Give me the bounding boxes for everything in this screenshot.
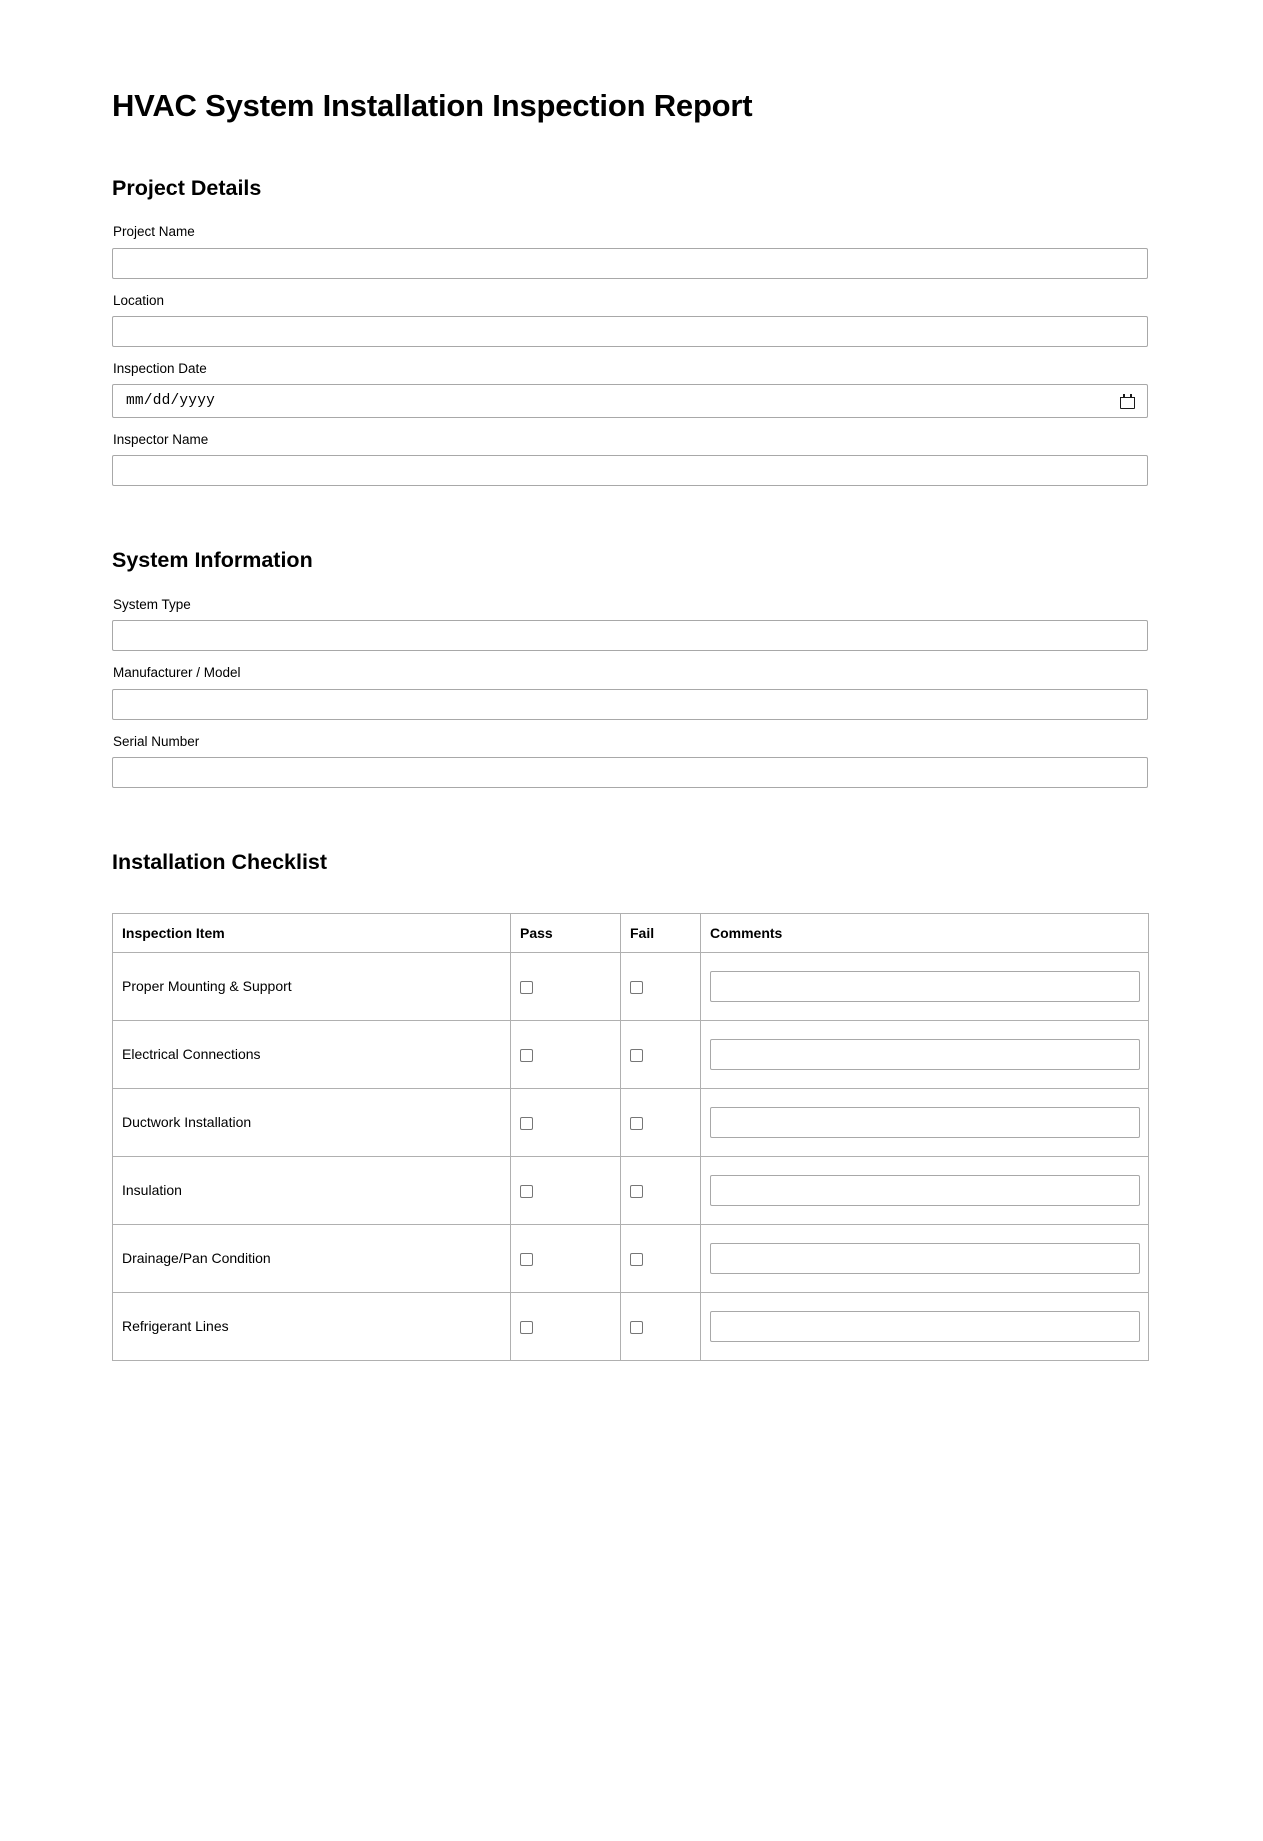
pass-checkbox[interactable] <box>520 1117 533 1130</box>
pass-checkbox[interactable] <box>520 1185 533 1198</box>
table-row <box>113 1088 1149 1156</box>
pass-cell <box>511 952 621 1020</box>
fail-cell <box>621 1156 701 1224</box>
comment-input[interactable] <box>710 1039 1140 1070</box>
fail-checkbox[interactable] <box>630 1321 643 1334</box>
field-serial-number <box>112 733 1148 788</box>
fail-cell <box>621 1292 701 1360</box>
comments-cell <box>701 1088 1149 1156</box>
label-system-type: System Type <box>113 597 191 613</box>
field-project-name <box>112 223 1148 278</box>
comments-cell <box>701 1292 1149 1360</box>
inspector-name-input[interactable] <box>112 455 1148 486</box>
manufacturer-model-input[interactable] <box>112 689 1148 720</box>
section-installation-checklist <box>112 850 1148 1361</box>
fail-checkbox[interactable] <box>630 1185 643 1198</box>
section-heading-project-details: Project Details <box>112 175 262 200</box>
table-row <box>113 1020 1149 1088</box>
page-title: HVAC System Installation Inspection Report <box>112 88 753 123</box>
comments-cell <box>701 1156 1149 1224</box>
fail-cell <box>621 1088 701 1156</box>
section-heading-system-information: System Information <box>112 548 313 573</box>
date-placeholder-text: mm/dd/yyyy <box>126 393 216 410</box>
fail-checkbox[interactable] <box>630 981 643 994</box>
pass-cell <box>511 1224 621 1292</box>
comments-cell <box>701 1020 1149 1088</box>
fail-checkbox[interactable] <box>630 1049 643 1062</box>
section-system-information <box>112 548 1148 787</box>
table-row <box>113 1224 1149 1292</box>
inspection-item-label: Proper Mounting & Support <box>113 952 511 1020</box>
column-header-fail: Fail <box>621 913 701 952</box>
fail-checkbox[interactable] <box>630 1253 643 1266</box>
label-serial-number: Serial Number <box>113 733 200 749</box>
comment-input[interactable] <box>710 971 1140 1002</box>
location-input[interactable] <box>112 316 1148 347</box>
inspection-item-label: Ductwork Installation <box>113 1088 511 1156</box>
comments-cell <box>701 952 1149 1020</box>
column-header-pass: Pass <box>511 913 621 952</box>
pass-cell <box>511 1088 621 1156</box>
label-inspection-date: Inspection Date <box>113 360 207 376</box>
field-location <box>112 292 1148 347</box>
inspection-item-label: Electrical Connections <box>113 1020 511 1088</box>
pass-checkbox[interactable] <box>520 981 533 994</box>
inspection-item-label: Refrigerant Lines <box>113 1292 511 1360</box>
section-heading-installation-checklist: Installation Checklist <box>112 849 328 874</box>
comment-input[interactable] <box>710 1311 1140 1342</box>
calendar-icon[interactable] <box>1120 394 1135 409</box>
fail-cell <box>621 1224 701 1292</box>
field-inspector-name <box>112 431 1148 486</box>
column-header-comments: Comments <box>701 913 1149 952</box>
project-name-input[interactable] <box>112 248 1148 279</box>
inspection-date-input[interactable] <box>112 384 1148 418</box>
pass-cell <box>511 1020 621 1088</box>
pass-cell <box>511 1292 621 1360</box>
label-manufacturer-model: Manufacturer / Model <box>113 665 241 681</box>
pass-cell <box>511 1156 621 1224</box>
section-project-details <box>112 176 1148 487</box>
fail-checkbox[interactable] <box>630 1117 643 1130</box>
comments-cell <box>701 1224 1149 1292</box>
fail-cell <box>621 1020 701 1088</box>
field-system-type <box>112 596 1148 651</box>
inspection-item-label: Drainage/Pan Condition <box>113 1224 511 1292</box>
comment-input[interactable] <box>710 1107 1140 1138</box>
column-header-inspection-item: Inspection Item <box>113 913 511 952</box>
serial-number-input[interactable] <box>112 757 1148 788</box>
pass-checkbox[interactable] <box>520 1253 533 1266</box>
pass-checkbox[interactable] <box>520 1321 533 1334</box>
table-row <box>113 1156 1149 1224</box>
comment-input[interactable] <box>710 1243 1140 1274</box>
pass-checkbox[interactable] <box>520 1049 533 1062</box>
label-location: Location <box>113 292 165 308</box>
system-type-input[interactable] <box>112 620 1148 651</box>
inspection-item-label: Insulation <box>113 1156 511 1224</box>
label-project-name: Project Name <box>113 224 195 240</box>
table-row <box>113 1292 1149 1360</box>
comment-input[interactable] <box>710 1175 1140 1206</box>
fail-cell <box>621 952 701 1020</box>
table-row <box>113 952 1149 1020</box>
installation-checklist-table <box>112 913 1149 1361</box>
field-inspection-date <box>112 360 1148 418</box>
field-manufacturer-model <box>112 664 1148 719</box>
label-inspector-name: Inspector Name <box>113 432 209 448</box>
table-header-row <box>113 913 1149 952</box>
